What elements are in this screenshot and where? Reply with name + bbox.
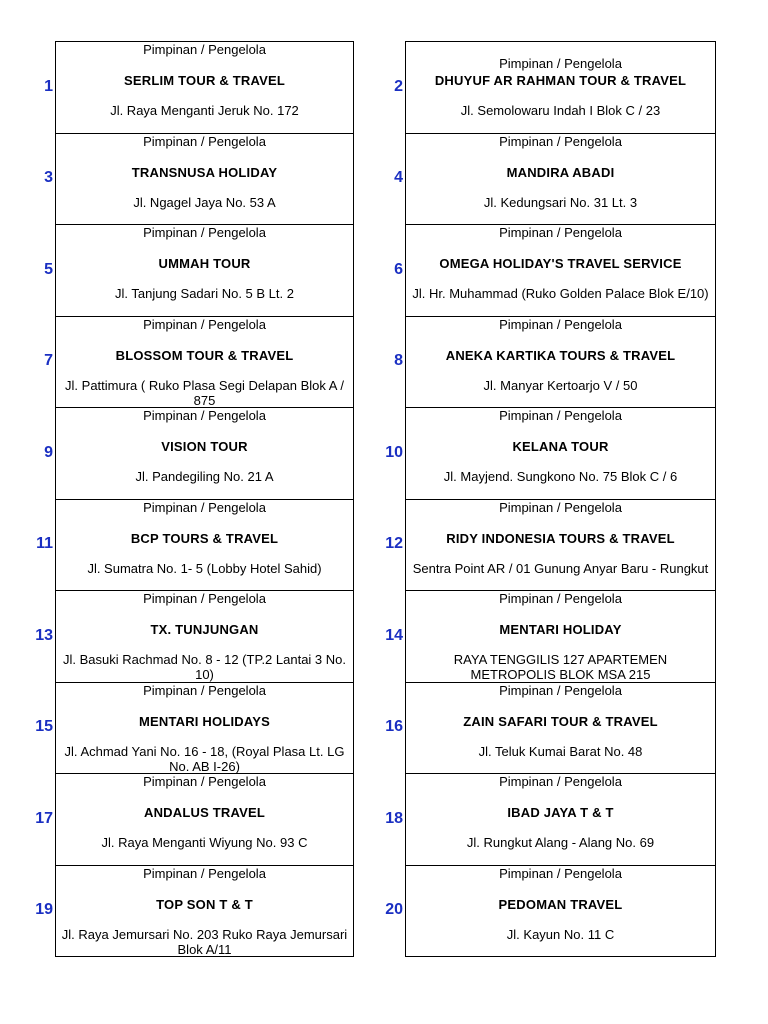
entry-name: IBAD JAYA T & T [507, 805, 614, 820]
entry-name: MENTARI HOLIDAYS [138, 713, 271, 729]
entry-box [55, 41, 354, 134]
entry-address: Jl. Raya Jemursari No. 203 Ruko Raya Jemursari Blok A/11 [61, 926, 348, 957]
entry-number: 12 [385, 535, 403, 553]
entry-role: Pimpinan / Pengelola [499, 499, 622, 515]
entry-name: PEDOMAN TRAVEL [498, 896, 623, 912]
entry-role: Pimpinan / Pengelola [499, 316, 622, 332]
entry-name: TRANSNUSA HOLIDAY [131, 164, 278, 180]
entry-address: Jl. Mayjend. Sungkono No. 75 Blok C / 6 [443, 469, 678, 484]
entry-name: RIDY INDONESIA TOURS & TRAVEL [446, 530, 675, 546]
entry-name: MANDIRA ABADI [506, 164, 615, 180]
entry-box [405, 590, 716, 683]
entry-number: 16 [385, 718, 403, 736]
entry-address: Jl. Kayun No. 11 C [506, 926, 615, 942]
entry-number: 13 [35, 626, 53, 644]
entry-name: BLOSSOM TOUR & TRAVEL [115, 347, 294, 363]
entry-number: 8 [394, 352, 403, 370]
entry-box [405, 865, 716, 957]
entry-address: Sentra Point AR / 01 Gunung Anyar Baru - Rungkut [412, 560, 709, 576]
entry-role: Pimpinan / Pengelola [499, 865, 622, 881]
entry-box [405, 499, 716, 592]
entry-box [55, 682, 354, 775]
entry-name: TX. TUNJUNGAN [150, 622, 259, 637]
entry-role: Pimpinan / Pengelola [143, 225, 266, 240]
entry-role: Pimpinan / Pengelola [143, 408, 266, 423]
entry-role: Pimpinan / Pengelola [143, 591, 266, 606]
entry-box [55, 773, 354, 866]
entry-name: OMEGA HOLIDAY'S TRAVEL SERVICE [439, 256, 682, 271]
entry-address: Jl. Pattimura ( Ruko Plasa Segi Delapan Blok A / 875 [65, 377, 344, 408]
entry-box [55, 865, 354, 957]
entry-role: Pimpinan / Pengelola [499, 56, 622, 71]
entry-name: UMMAH TOUR [158, 256, 251, 271]
entry-role: Pimpinan / Pengelola [499, 774, 622, 789]
entry-number: 18 [385, 809, 403, 827]
entry-number: 19 [35, 901, 53, 919]
entry-address: Jl. Teluk Kumai Barat No. 48 [478, 743, 643, 759]
entry-box [405, 682, 716, 775]
entry-box [55, 133, 354, 226]
entry-number: 14 [385, 626, 403, 644]
entry-box [55, 590, 354, 683]
entry-role: Pimpinan / Pengelola [143, 774, 266, 789]
entry-role: Pimpinan / Pengelola [499, 591, 622, 606]
entry-number: 6 [394, 260, 403, 278]
entry-address: Jl. Raya Menganti Jeruk No. 172 [110, 103, 299, 118]
entry-address: Jl. Kedungsari No. 31 Lt. 3 [483, 194, 638, 210]
entry-number: 2 [394, 77, 403, 95]
entry-address: Jl. Sumatra No. 1- 5 (Lobby Hotel Sahid) [87, 560, 322, 576]
entry-number: 20 [385, 901, 403, 919]
entry-role: Pimpinan / Pengelola [499, 408, 622, 423]
entry-address: Jl. Raya Menganti Wiyung No. 93 C [101, 835, 308, 850]
entry-name: ANDALUS TRAVEL [144, 805, 265, 820]
entry-address: Jl. Rungkut Alang - Alang No. 69 [466, 835, 655, 850]
entry-address: RAYA TENGGILIS 127 APARTEMEN METROPOLIS BLOK MSA 215 [453, 652, 668, 682]
entry-role: Pimpinan / Pengelola [499, 682, 622, 698]
entry-box [405, 773, 716, 866]
entry-box [55, 499, 354, 592]
entry-number: 1 [44, 77, 53, 95]
entry-role: Pimpinan / Pengelola [143, 499, 266, 515]
entry-role: Pimpinan / Pengelola [499, 133, 622, 149]
entry-role: Pimpinan / Pengelola [499, 225, 622, 240]
entry-number: 7 [44, 352, 53, 370]
entry-box [55, 224, 354, 317]
entry-address: Jl. Basuki Rachmad No. 8 - 12 (TP.2 Lantai 3 No. 10) [62, 652, 346, 682]
entry-box [405, 133, 716, 226]
entry-address: Jl. Pandegiling No. 21 A [135, 469, 274, 484]
entry-name: VISION TOUR [161, 439, 248, 454]
entry-name: TOP SON T & T [156, 896, 253, 912]
entry-address: Jl. Manyar Kertoarjo V / 50 [483, 377, 638, 393]
entry-box [55, 407, 354, 500]
entry-name: KELANA TOUR [512, 439, 609, 454]
entry-address: Jl. Semolowaru Indah I Blok C / 23 [460, 103, 661, 118]
entry-name: ZAIN SAFARI TOUR & TRAVEL [463, 713, 658, 729]
entry-box [405, 224, 716, 317]
entry-address: Jl. Achmad Yani No. 16 - 18, (Royal Plasa Lt. LG No. AB I-26) [64, 743, 345, 774]
entry-role: Pimpinan / Pengelola [143, 42, 266, 57]
entry-role: Pimpinan / Pengelola [143, 865, 266, 881]
entry-name: DHUYUF AR RAHMAN TOUR & TRAVEL [434, 73, 687, 88]
entry-number: 11 [36, 535, 53, 553]
entry-box [55, 316, 354, 409]
entry-number: 15 [35, 718, 53, 736]
entry-number: 4 [394, 169, 403, 187]
entry-name: BCP TOURS & TRAVEL [130, 530, 279, 546]
entry-role: Pimpinan / Pengelola [143, 682, 266, 698]
entry-name: SERLIM TOUR & TRAVEL [124, 73, 285, 88]
entry-role: Pimpinan / Pengelola [143, 316, 266, 332]
entry-name: ANEKA KARTIKA TOURS & TRAVEL [445, 347, 676, 363]
entry-number: 17 [35, 809, 53, 827]
entry-address: Jl. Ngagel Jaya No. 53 A [133, 194, 276, 210]
entry-address: Jl. Hr. Muhammad (Ruko Golden Palace Blok E/10) [412, 286, 709, 301]
entry-box [405, 407, 716, 500]
entry-name: MENTARI HOLIDAY [499, 622, 622, 637]
entry-address: Jl. Tanjung Sadari No. 5 B Lt. 2 [115, 286, 294, 301]
entry-role: Pimpinan / Pengelola [143, 133, 266, 149]
entry-number: 5 [44, 260, 53, 278]
entry-box [405, 41, 716, 134]
entry-box [405, 316, 716, 409]
entry-number: 3 [44, 169, 53, 187]
entry-number: 9 [44, 443, 53, 461]
entry-number: 10 [385, 443, 403, 461]
